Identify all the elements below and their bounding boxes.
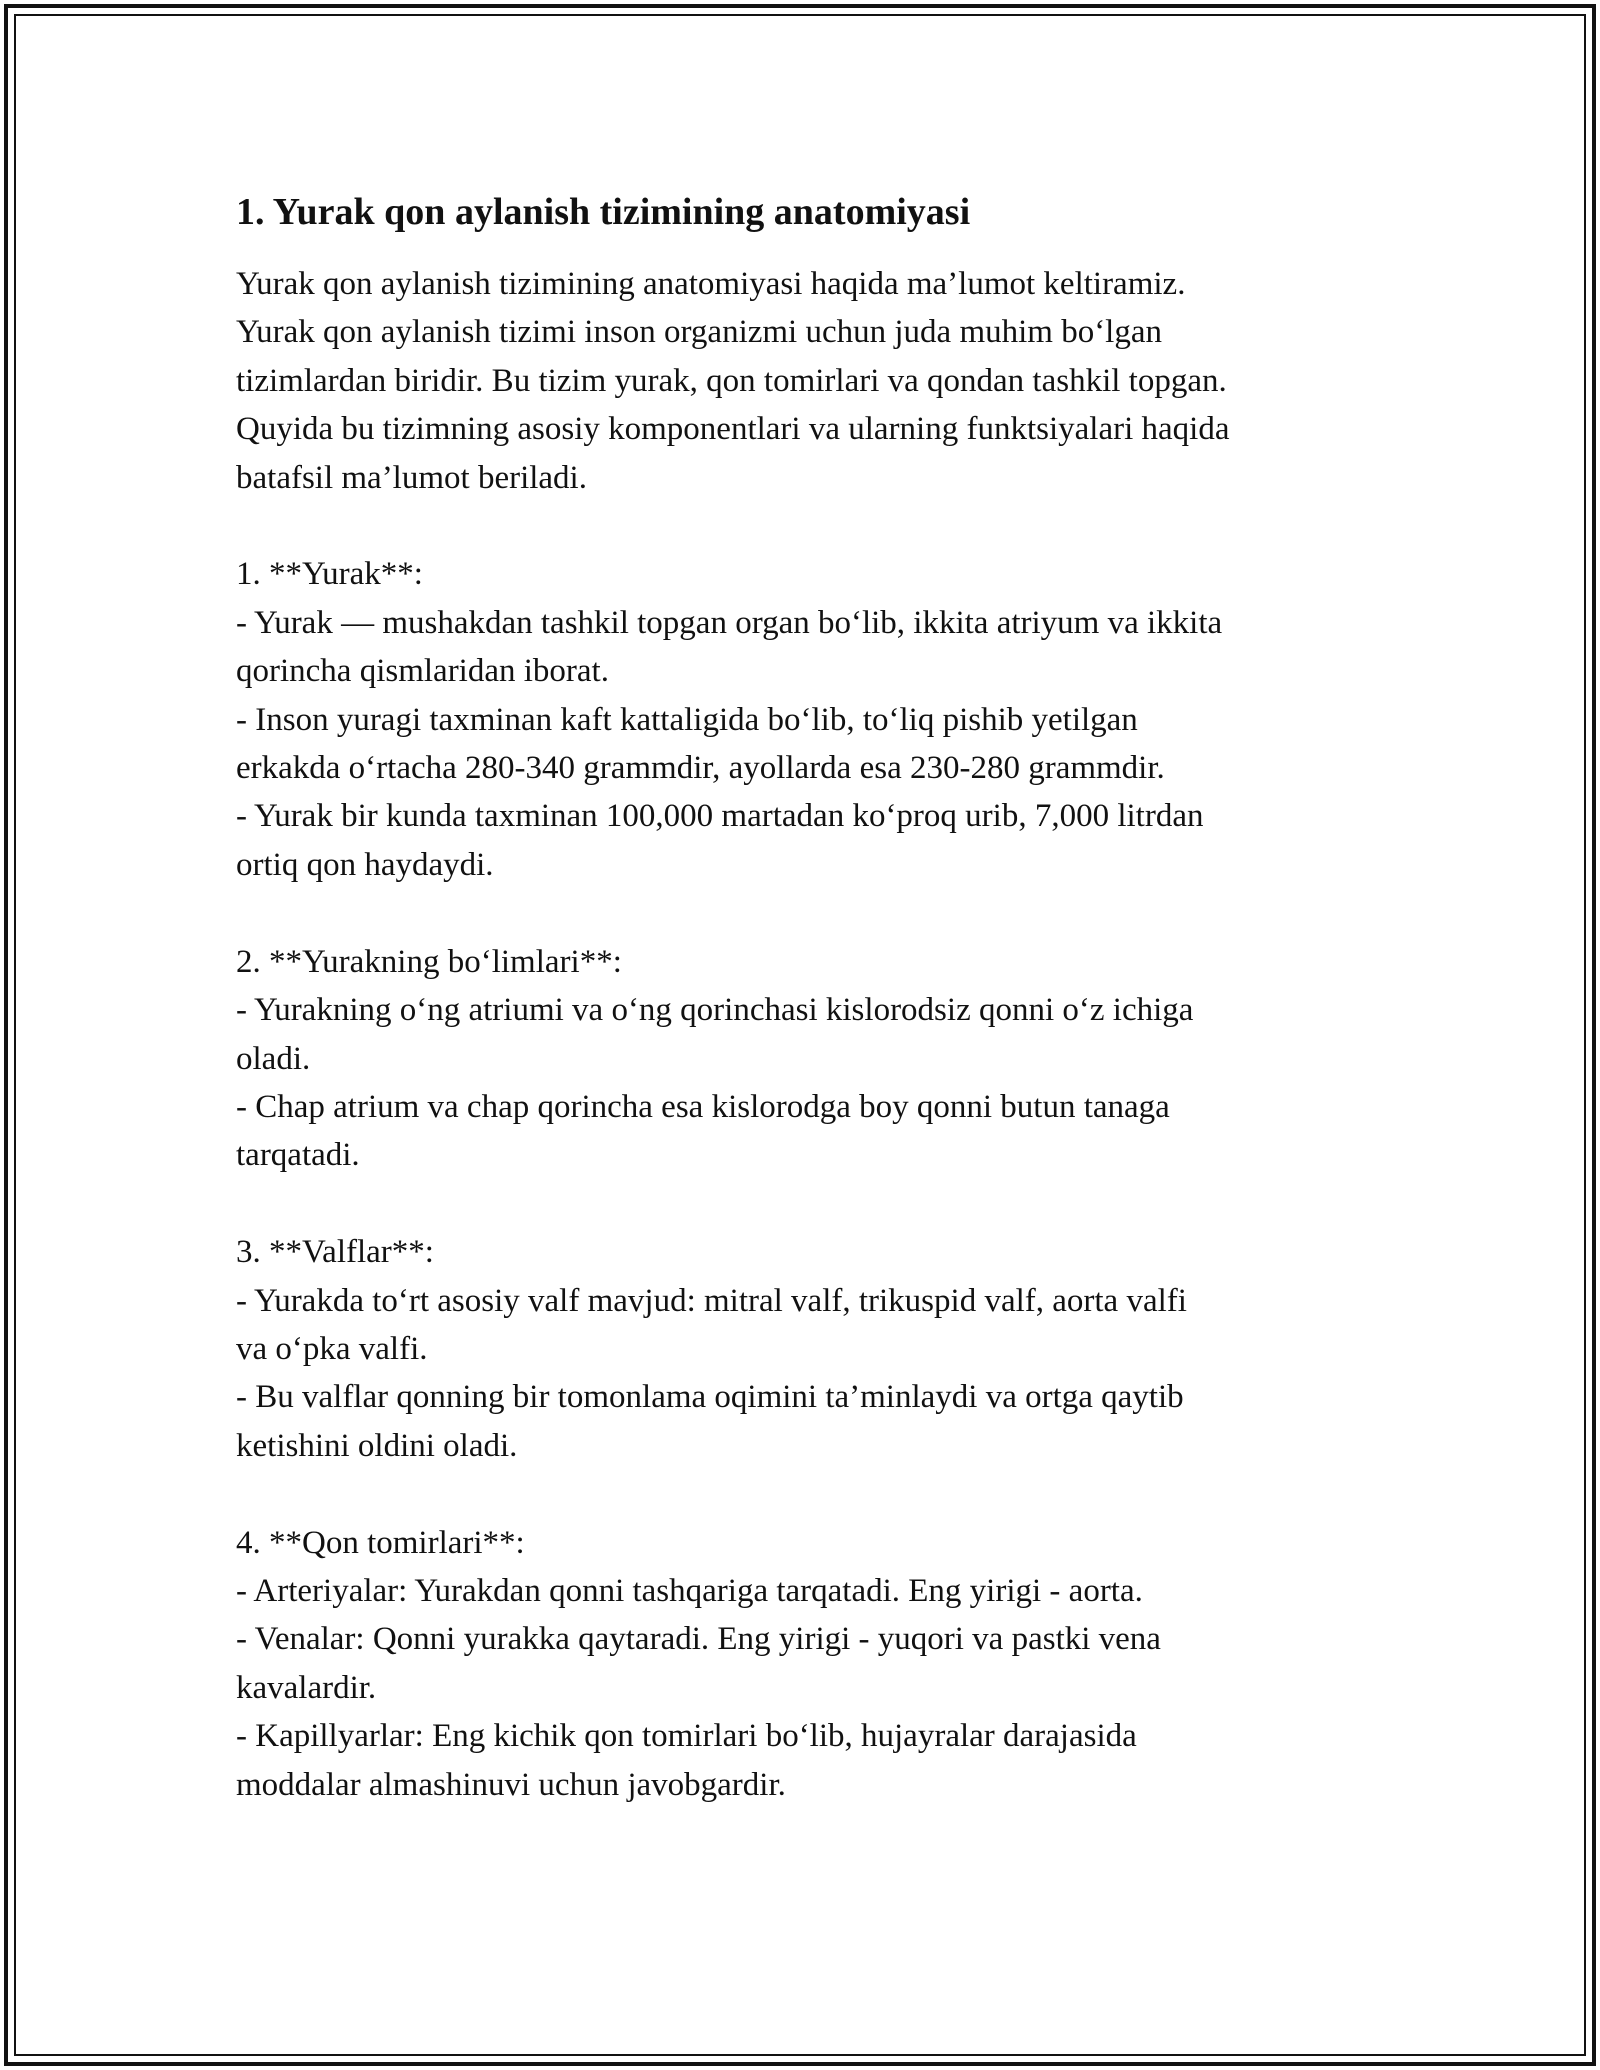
document-body: Yurak qon aylanish tizimining anatomiyasi haqida ma’lumot keltiramiz. Yurak qon aylanish tizimi inson organizmi uchun juda muhim bo‘lgan tizimlardan biridir. Bu tizim yurak, qon tomirlari va qondan tashkil topgan. Quyida bu tizimning asosiy komponentlari va ularning funktsiyalari haqida batafsil ma’lumot beriladi. 1. **Yurak**: - Yurak — mushakdan tashkil topgan organ bo‘lib, ikkita atriyum va ikkita qorincha qismlaridan iborat. - Inson yuragi taxminan kaft kattaligida bo‘lib, to‘liq pishib yetilgan erkakda o‘rtacha 280-340 grammdir, ayollarda esa 230-280 grammdir. - Yurak bir kunda taxminan 100,000 martadan ko‘proq urib, 7,000 litrdan ortiq qon haydaydi. 2. **Yurakning bo‘limlari**: - Yurakning o‘ng atriumi va o‘ng qorinchasi kislorodsiz qonni o‘z ichiga oladi. - Chap atrium va chap qorincha esa kislorodga boy qonni butun tanaga tarqatadi. 3. **Valflar**: - Yurakda to‘rt asosiy valf mavjud: mitral valf, trikuspid valf, aorta valfi va o‘pka valfi. - Bu valflar qonning bir tomonlama oqimini ta’minlaydi va ortga qaytib ketishini oldini oladi. 4. **Qon tomirlari**: - Arteriyalar: Yurakdan qonni tashqariga tarqatadi. Eng yirigi - aorta. - Venalar: Qonni yurakka qaytaradi. Eng yirigi - yuqori va pastki vena kavalardir. - Kapillyarlar: Eng kichik qon tomirlari bo‘lib, hujayralar darajasida moddalar almashinuvi uchun javobgardir. [236, 266, 1230, 1803]
document-content [236, 188, 1436, 1809]
document-title: 1. Yurak qon aylanish tizimining anatomiyasi [236, 191, 971, 233]
